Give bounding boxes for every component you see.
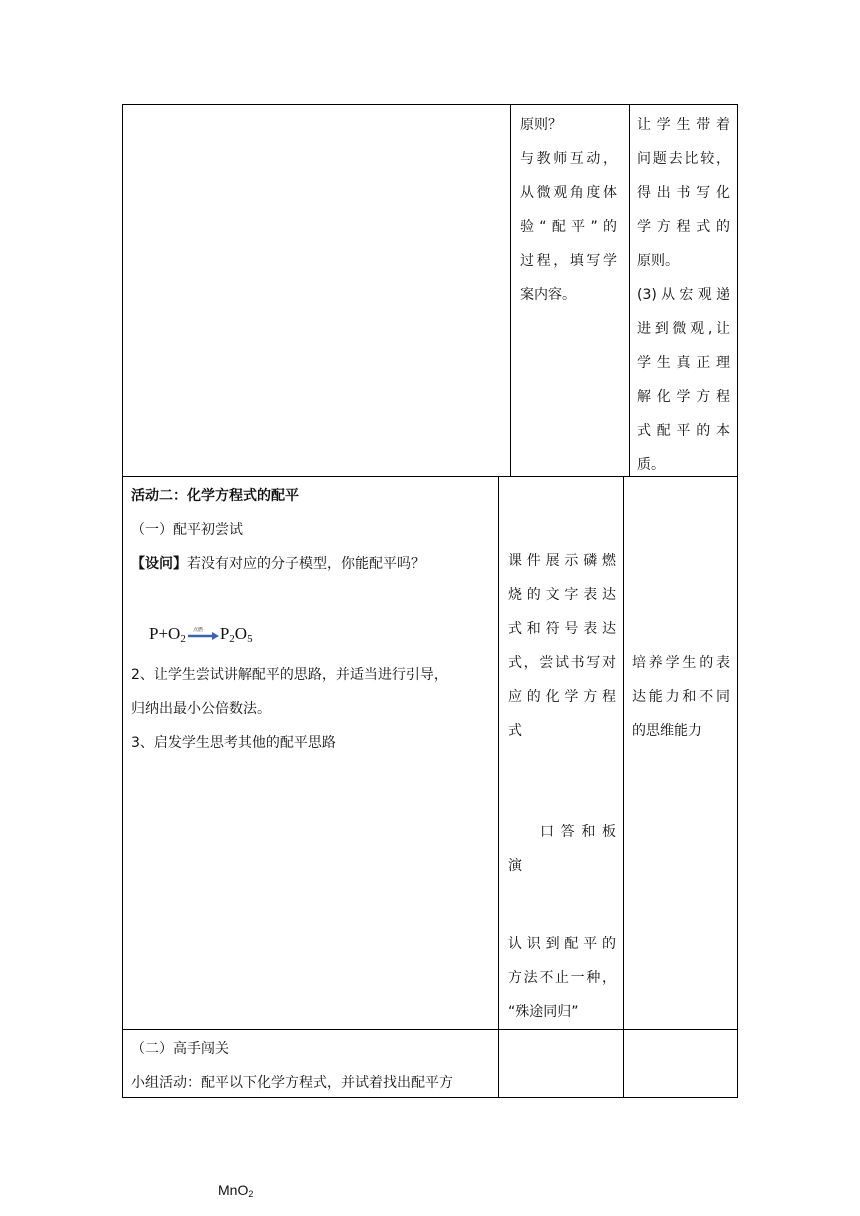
- row2-student-block-2: [508, 815, 616, 883]
- chemical-equation: [149, 624, 253, 645]
- text-line: 式，尝试书写对: [508, 655, 616, 671]
- text-line: 从微观角度体: [520, 185, 617, 201]
- step-2-line-1: 2、让学生尝试讲解配平的思路，并适当进行引导，: [131, 667, 448, 683]
- text-line: “殊途同归”: [508, 1004, 579, 1020]
- activity-heading: 活动二：化学方程式的配平: [131, 488, 299, 504]
- row3-teacher-activity: [131, 1032, 493, 1100]
- text-line: 与教师互动，: [520, 151, 617, 167]
- text-line: 原则？: [520, 117, 562, 133]
- step-3: 3、启发学生思考其他的配平思路: [131, 735, 336, 751]
- row2-teacher-activity: [131, 479, 493, 581]
- catalyst-subscript: 2: [248, 1189, 254, 1199]
- text-line: 学生真正理: [637, 355, 730, 371]
- question-tag: 【设问】: [131, 556, 187, 572]
- row2-design-intent: [632, 646, 730, 748]
- table-left-border: [122, 104, 123, 1098]
- row1-col-divider-b: [629, 104, 630, 477]
- text-line: 原则。: [637, 253, 679, 269]
- text-line: 烧的文字表达: [508, 587, 616, 603]
- text-line: 口答和板: [540, 824, 616, 840]
- arrow-label: 点燃: [192, 627, 203, 634]
- section-title: （二）高手闯关: [131, 1041, 229, 1057]
- text-line: (3)从宏观递: [637, 287, 730, 303]
- row2-student-block-3: [508, 927, 616, 1029]
- text-line: 式和符号表达: [508, 621, 616, 637]
- table-right-border: [737, 104, 738, 1098]
- equation-lhs: P+O: [149, 624, 181, 643]
- text-line: 案内容。: [520, 287, 576, 303]
- equation-sub: 2: [180, 633, 186, 645]
- text-line: 培养学生的表: [632, 655, 730, 671]
- text-line: 让学生带着: [637, 117, 730, 133]
- text-line: 达能力和不同: [632, 689, 730, 705]
- text-line: 学方程式的: [637, 219, 730, 235]
- equation-sub: 2: [229, 633, 235, 645]
- row-divider-2: [122, 1029, 738, 1030]
- text-line: 式: [508, 723, 522, 739]
- text-line: 的思维能力: [632, 723, 702, 739]
- text-line: 过程，填写学: [520, 253, 617, 269]
- text-line: 应的化学方程: [508, 689, 616, 705]
- reaction-arrow-icon: [187, 627, 219, 643]
- row1-student-activity: [520, 108, 617, 312]
- equation-rhs: O: [234, 624, 248, 643]
- row1-col-divider-a: [510, 104, 511, 477]
- text-line: 验“配平”的: [520, 219, 617, 235]
- row2-col-divider-b: [623, 476, 624, 1098]
- text-line: 式配平的本: [637, 423, 730, 439]
- row2-student-block-1: [508, 544, 616, 748]
- text-line: 演: [508, 858, 522, 874]
- step-2-line-2: 归纳出最小公倍数法。: [131, 701, 271, 717]
- text-line: 方法不止一种，: [508, 970, 616, 986]
- text-line: 得出书写化: [637, 185, 730, 201]
- text-line: 质。: [637, 457, 665, 473]
- equation-rhs: P: [219, 624, 230, 643]
- catalyst-formula: MnO: [218, 1182, 249, 1198]
- row2-col-divider-a: [498, 476, 499, 1098]
- row1-design-intent: [637, 108, 730, 482]
- row2-teacher-steps: [131, 658, 493, 760]
- text-line: 认识到配平的: [508, 936, 616, 952]
- question-text: 若没有对应的分子模型，你能配平吗？: [187, 556, 425, 572]
- table-top-border: [122, 104, 738, 105]
- catalyst-label: [218, 1182, 253, 1199]
- text-line: 课件展示磷燃: [508, 553, 616, 569]
- text-line: 进到微观,让: [637, 321, 730, 337]
- group-activity-text: 小组活动：配平以下化学方程式，并试着找出配平方: [131, 1075, 453, 1091]
- text-line: 问题去比较，: [637, 151, 730, 167]
- equation-sub: 5: [247, 633, 253, 645]
- section-title: （一）配平初尝试: [131, 522, 243, 538]
- text-line: 解化学方程: [637, 389, 730, 405]
- question-line: [131, 547, 493, 581]
